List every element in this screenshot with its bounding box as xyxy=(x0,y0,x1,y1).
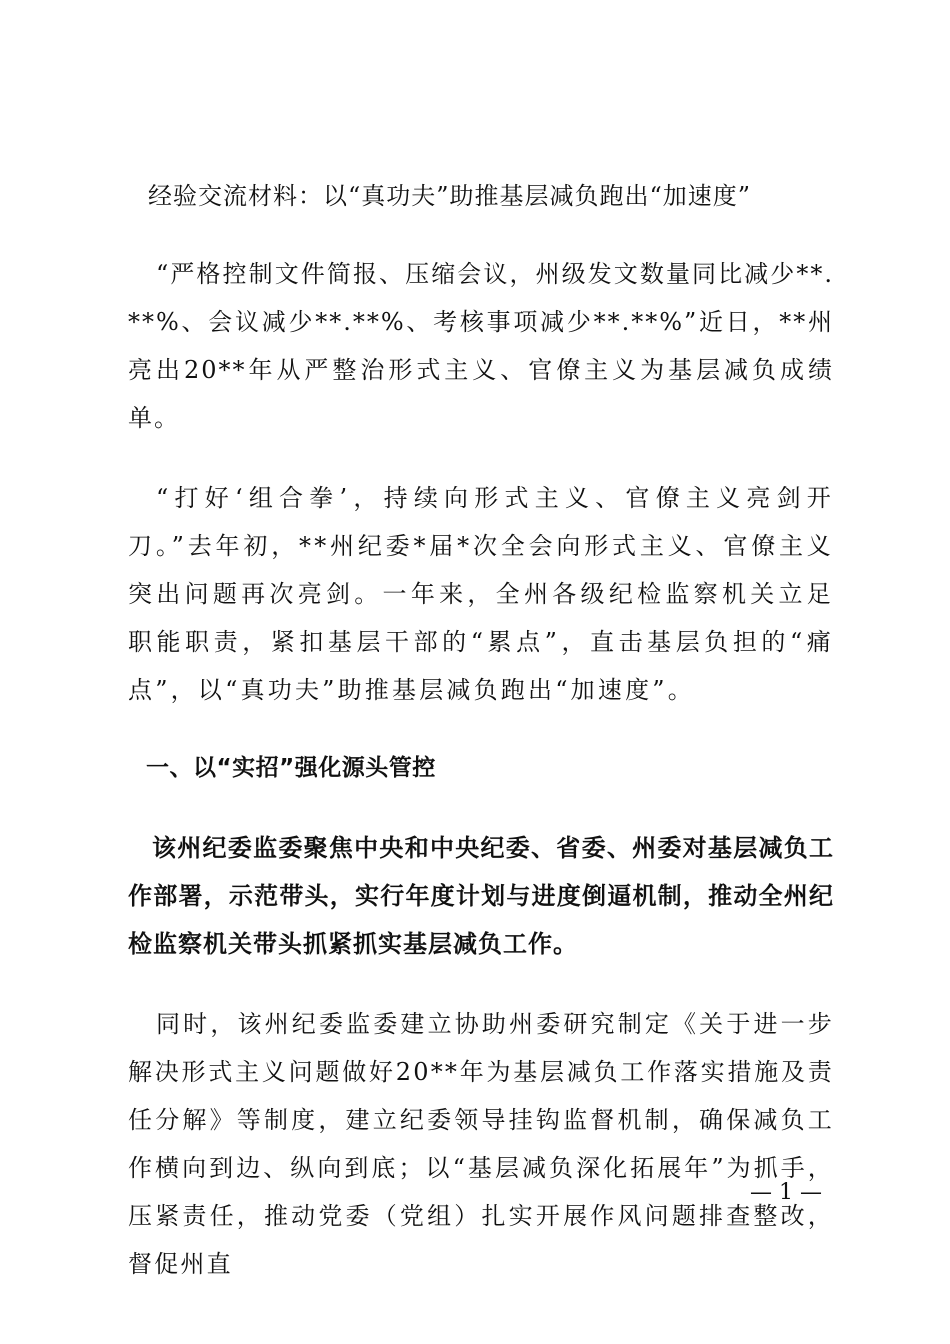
page-number: — 1 — xyxy=(750,1180,822,1205)
intro-paragraph: “严格控制文件简报、压缩会议，州级发文数量同比减少**.**%、会议减少**.**%、考核事项减少**.**%”近日，**州亮出20**年从严整治形式主义、官僚主义为基层减负成绩单。 xyxy=(128,260,834,432)
document-title: 经验交流材料：以“真功夫”助推基层减负跑出“加速度” xyxy=(148,182,752,210)
bold-summary-paragraph: 该州纪委监委聚焦中央和中央纪委、省委、州委对基层减负工作部署，示范带头，实行年度计划与进度倒逼机制，推动全州纪检监察机关带头抓紧抓实基层减负工作。 xyxy=(128,834,834,958)
measures-paragraph: 同时，该州纪委监委建立协助州委研究制定《关于进一步解决形式主义问题做好20**年为基层减负工作落实措施及责任分解》等制度，建立纪委领导挂钩监督机制，确保减负工作横向到边、纵向到底；以“基层减负深化拓展年”为抓手，压紧责任，推动党委（党组）扎实开展作风问题排查整改，督促州直 xyxy=(128,1010,834,1278)
section-heading: 一、以“实招”强化源头管控 xyxy=(146,755,436,781)
document-body xyxy=(128,172,834,1288)
background-paragraph: “打好‘组合拳’，持续向形式主义、官僚主义亮剑开刀。”去年初，**州纪委*届*次全会向形式主义、官僚主义突出问题再次亮剑。一年来，全州各级纪检监察机关立足职能职责，紧扣基层干部的“累点”，直击基层负担的“痛点”，以“真功夫”助推基层减负跑出“加速度”。 xyxy=(128,484,834,704)
